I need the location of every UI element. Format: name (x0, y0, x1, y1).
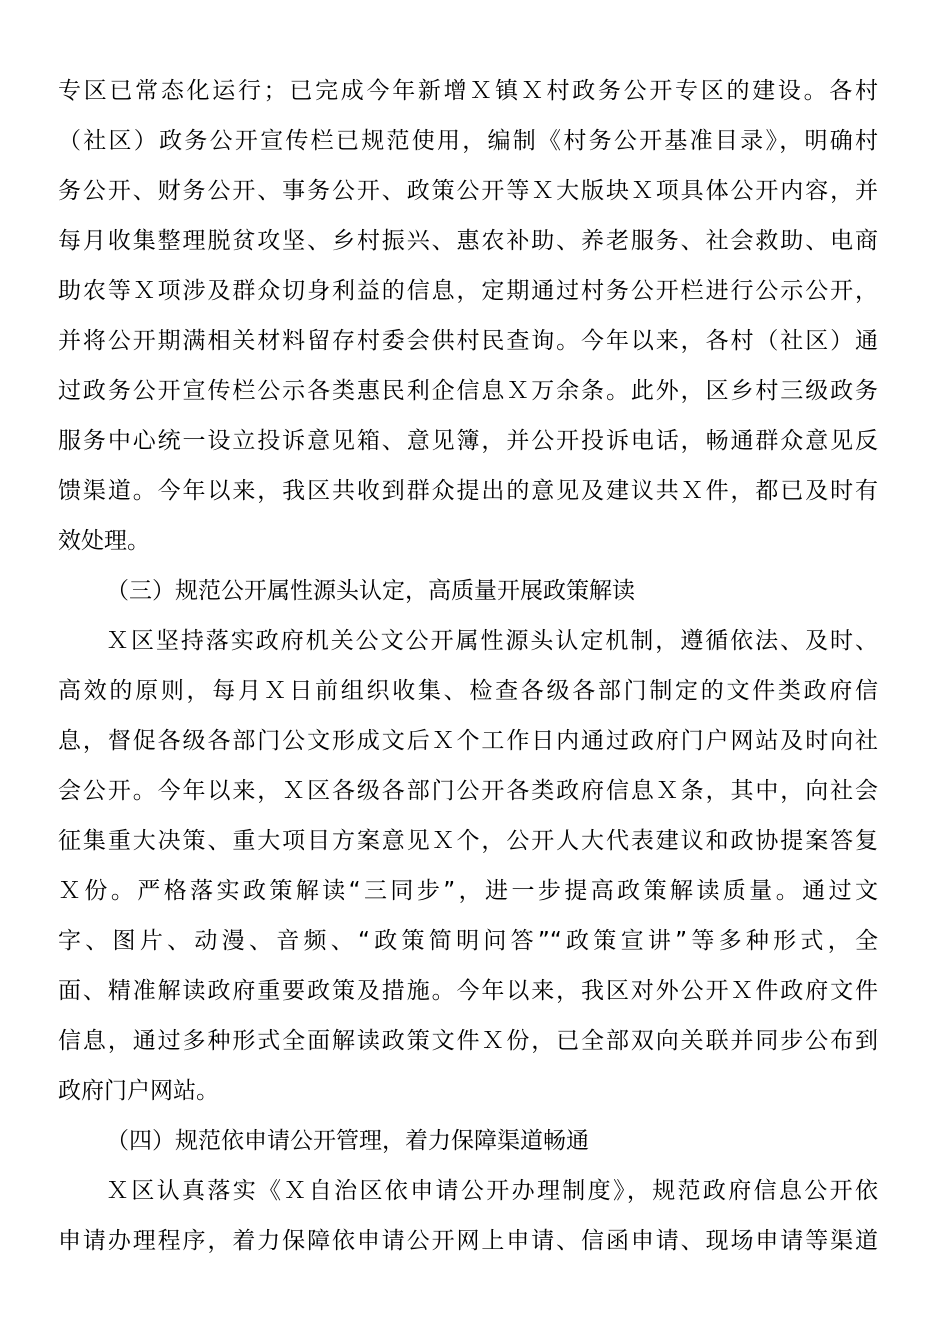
paragraph-application-disclosure (58, 1166, 878, 1266)
heading-text: （四）规范依申请公开管理，着力保障渠道畅通 (106, 1128, 589, 1154)
text-line: 字、图片、动漫、音频、“政策简明问答”“政策宣讲”等多种形式，全 (58, 928, 878, 954)
text-line: 服务中心统一设立投诉意见箱、意见簿，并公开投诉电话，畅通群众意见反 (58, 428, 878, 454)
paragraph-policy-interpretation (58, 616, 878, 1116)
text-line: 信息，通过多种形式全面解读政策文件Ｘ份，已全部双向关联并同步公布到 (58, 1028, 878, 1054)
text-line: 高效的原则，每月Ｘ日前组织收集、检查各级各部门制定的文件类政府信 (58, 678, 878, 704)
text-line: 征集重大决策、重大项目方案意见Ｘ个，公开人大代表建议和政协提案答复 (58, 828, 878, 854)
text-line: 馈渠道。今年以来，我区共收到群众提出的意见及建议共Ｘ件，都已及时有 (58, 478, 878, 504)
document-page (58, 66, 878, 1266)
text-line: 会公开。今年以来，Ｘ区各级各部门公开各类政府信息Ｘ条，其中，向社会 (58, 778, 878, 804)
paragraph-village-affairs (58, 66, 878, 566)
text-line: 面、精准解读政府重要政策及措施。今年以来，我区对外公开Ｘ件政府文件 (58, 978, 878, 1004)
text-line: Ｘ份。严格落实政策解读“三同步”，进一步提高政策解读质量。通过文 (58, 878, 878, 904)
text-line: Ｘ区坚持落实政府机关公文公开属性源头认定机制，遵循依法、及时、 (106, 628, 878, 654)
text-line: 效处理。 (58, 528, 150, 554)
text-line: 务公开、财务公开、事务公开、政策公开等Ｘ大版块Ｘ项具体公开内容，并 (58, 178, 878, 204)
heading-text: （三）规范公开属性源头认定，高质量开展政策解读 (106, 578, 635, 604)
text-line: 专区已常态化运行；已完成今年新增Ｘ镇Ｘ村政务公开专区的建设。各村 (58, 78, 878, 104)
text-line: 息，督促各级各部门公文形成文后Ｘ个工作日内通过政府门户网站及时向社 (58, 728, 878, 754)
section-heading-3 (58, 566, 878, 616)
text-line: Ｘ区认真落实《Ｘ自治区依申请公开办理制度》，规范政府信息公开依 (106, 1178, 878, 1204)
text-line: （社区）政务公开宣传栏已规范使用，编制《村务公开基准目录》，明确村 (58, 128, 878, 154)
section-heading-4 (58, 1116, 878, 1166)
text-line: 每月收集整理脱贫攻坚、乡村振兴、惠农补助、养老服务、社会救助、电商 (58, 228, 878, 254)
text-line: 申请办理程序，着力保障依申请公开网上申请、信函申请、现场申请等渠道 (58, 1228, 878, 1254)
text-line: 过政务公开宣传栏公示各类惠民利企信息Ｘ万余条。此外，区乡村三级政务 (58, 378, 878, 404)
text-line: 助农等Ｘ项涉及群众切身利益的信息，定期通过村务公开栏进行公示公开， (58, 278, 878, 304)
text-line: 并将公开期满相关材料留存村委会供村民查询。今年以来，各村（社区）通 (58, 328, 878, 354)
text-line: 政府门户网站。 (58, 1078, 219, 1104)
